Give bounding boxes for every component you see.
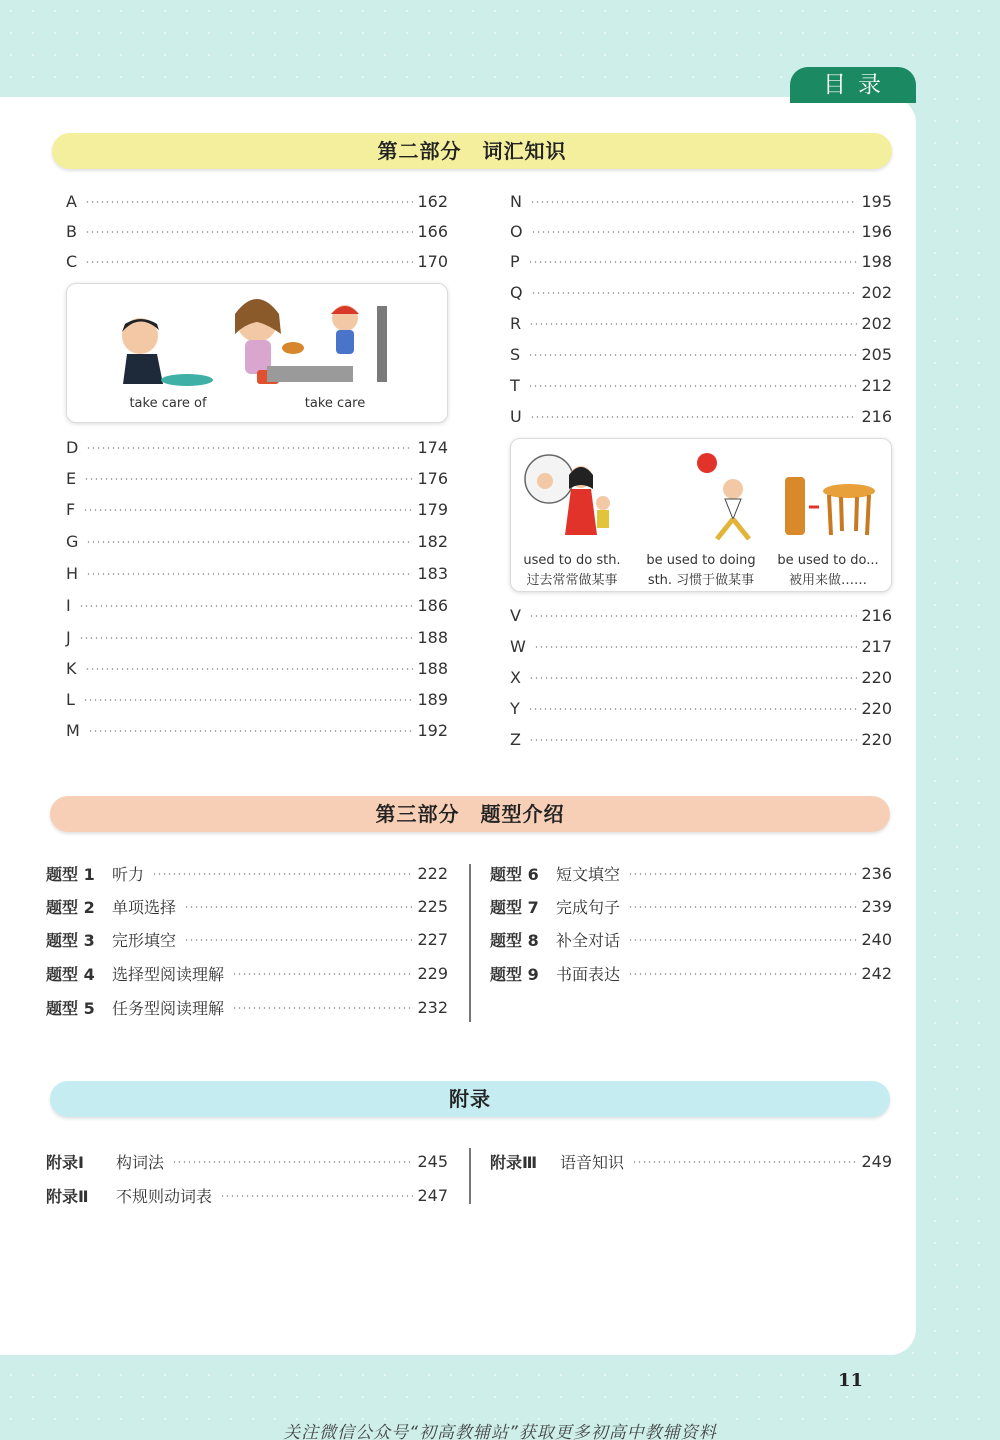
column-divider bbox=[469, 1148, 471, 1204]
appendix-name: 构词法 bbox=[116, 1152, 165, 1172]
part2-banner bbox=[52, 133, 892, 169]
toc-page: 220 bbox=[861, 698, 892, 718]
dot-leader bbox=[528, 354, 857, 356]
dot-leader bbox=[83, 509, 413, 511]
toc-row-a[interactable] bbox=[66, 190, 448, 212]
toc-letter: Z bbox=[510, 729, 521, 749]
stretching-man-body-icon bbox=[725, 499, 741, 519]
stretching-man-legs-icon bbox=[717, 519, 749, 539]
toc-letter: J bbox=[66, 627, 71, 647]
dot-leader bbox=[531, 292, 858, 294]
question-type-row[interactable] bbox=[46, 895, 448, 917]
toc-letter: R bbox=[510, 313, 522, 333]
question-type-row[interactable] bbox=[46, 928, 448, 950]
question-type-tag: 题型 6 bbox=[490, 864, 539, 884]
question-type-name: 完形填空 bbox=[112, 930, 177, 950]
toc-page: 183 bbox=[417, 563, 448, 583]
toc-row-j[interactable] bbox=[66, 626, 448, 648]
toc-letter: N bbox=[510, 191, 522, 211]
toc-page: 196 bbox=[861, 221, 892, 241]
girl-body-icon bbox=[336, 330, 354, 354]
toc-page: 170 bbox=[417, 251, 448, 271]
question-type-row[interactable] bbox=[490, 895, 892, 917]
toc-page: 202 bbox=[861, 282, 892, 302]
question-type-row[interactable] bbox=[46, 996, 448, 1018]
dot-leader bbox=[220, 1195, 413, 1197]
toc-letter: V bbox=[510, 605, 521, 625]
toc-page: 166 bbox=[417, 221, 448, 241]
basin-icon bbox=[161, 374, 213, 386]
question-type-row[interactable] bbox=[490, 928, 892, 950]
baby-icon bbox=[537, 473, 553, 489]
sun-icon bbox=[697, 453, 717, 473]
dot-leader bbox=[86, 447, 413, 449]
dot-leader bbox=[152, 873, 413, 875]
dot-leader bbox=[628, 873, 857, 875]
part2-title: 第二部分 词汇知识 bbox=[377, 139, 567, 163]
appendix-title: 附录 bbox=[449, 1087, 491, 1111]
question-type-row[interactable] bbox=[490, 862, 892, 884]
toc-row-f[interactable] bbox=[66, 498, 448, 520]
dot-leader bbox=[528, 708, 858, 710]
dot-leader bbox=[184, 939, 413, 941]
toc-page: 247 bbox=[417, 1185, 448, 1205]
dot-leader bbox=[530, 416, 858, 418]
dot-leader bbox=[529, 615, 858, 617]
part3-banner bbox=[50, 796, 890, 832]
dot-leader bbox=[232, 1007, 413, 1009]
toc-page: 189 bbox=[417, 689, 448, 709]
appendix-row[interactable] bbox=[46, 1150, 448, 1172]
toc-page: 212 bbox=[861, 375, 892, 395]
question-type-tag: 题型 7 bbox=[490, 897, 539, 917]
toc-row-d[interactable] bbox=[66, 436, 448, 458]
toc-letter: W bbox=[510, 636, 526, 656]
dot-leader bbox=[529, 677, 857, 679]
toc-page: 195 bbox=[861, 191, 892, 211]
toc-page: 192 bbox=[417, 720, 448, 740]
toc-row-n[interactable] bbox=[510, 190, 892, 212]
question-type-tag: 题型 1 bbox=[46, 864, 95, 884]
toc-page: 220 bbox=[861, 729, 892, 749]
dot-leader bbox=[79, 605, 414, 607]
toc-page: 229 bbox=[417, 963, 448, 983]
toc-letter: I bbox=[66, 595, 71, 615]
tree-trunk-icon bbox=[785, 477, 805, 535]
toc-row-v[interactable] bbox=[510, 604, 892, 626]
toc-letter: M bbox=[66, 720, 80, 740]
question-type-tag: 题型 5 bbox=[46, 998, 95, 1018]
toc-letter: H bbox=[66, 563, 79, 583]
toc-row-z[interactable] bbox=[510, 728, 892, 750]
dot-leader bbox=[528, 385, 858, 387]
ledge-icon bbox=[267, 366, 353, 382]
dot-leader bbox=[632, 1161, 857, 1163]
toc-row-h[interactable] bbox=[66, 562, 448, 584]
caption-take-care: take care bbox=[304, 396, 366, 411]
caption-used-to-do-en: used to do sth. bbox=[523, 553, 621, 568]
toc-page: 179 bbox=[417, 499, 448, 519]
toc-letter: E bbox=[66, 468, 77, 488]
caption-be-used-to-do-zh: 被用来做…… bbox=[788, 573, 867, 588]
child-head-icon bbox=[596, 496, 610, 510]
question-type-name: 任务型阅读理解 bbox=[112, 998, 225, 1018]
toc-page: 242 bbox=[861, 963, 892, 983]
question-type-name: 书面表达 bbox=[556, 964, 621, 984]
toc-letter: B bbox=[66, 221, 77, 241]
appendix-name: 不规则动词表 bbox=[116, 1186, 213, 1206]
toc-tab: 目录 bbox=[790, 67, 916, 103]
girl-hair-icon bbox=[331, 306, 359, 314]
toc-page: 176 bbox=[417, 468, 448, 488]
dot-leader bbox=[232, 973, 413, 975]
toc-row-u[interactable] bbox=[510, 405, 892, 427]
toc-letter: A bbox=[66, 191, 77, 211]
toc-letter: D bbox=[66, 437, 79, 457]
dot-leader bbox=[88, 730, 414, 732]
dot-leader bbox=[529, 739, 857, 741]
dot-leader bbox=[528, 261, 858, 263]
toc-row-o[interactable] bbox=[510, 220, 892, 242]
appendix-tag: 附录Ⅲ bbox=[490, 1152, 538, 1172]
toc-page: 216 bbox=[861, 406, 892, 426]
dot-leader bbox=[628, 939, 857, 941]
illustration-take-care bbox=[66, 283, 448, 423]
illustration-used-to bbox=[510, 438, 892, 592]
toc-page: 225 bbox=[417, 896, 448, 916]
toc-letter: Y bbox=[510, 698, 520, 718]
toc-letter: T bbox=[510, 375, 520, 395]
toc-page: 182 bbox=[417, 531, 448, 551]
child-body-icon bbox=[597, 510, 609, 528]
toc-row-l[interactable] bbox=[66, 688, 448, 710]
toc-row-e[interactable] bbox=[66, 467, 448, 489]
question-type-row[interactable] bbox=[46, 962, 448, 984]
question-type-tag: 题型 9 bbox=[490, 964, 539, 984]
toc-letter: G bbox=[66, 531, 79, 551]
toc-letter: S bbox=[510, 344, 521, 364]
take-care-drawing bbox=[67, 284, 449, 424]
man-body-icon bbox=[123, 354, 163, 384]
dot-leader bbox=[79, 637, 414, 639]
toc-page: 188 bbox=[417, 658, 448, 678]
question-type-name: 选择型阅读理解 bbox=[112, 964, 225, 984]
footer-watermark-text: 关注微信公众号“初高教辅站”获取更多初高中教辅资料 bbox=[283, 1423, 717, 1440]
toc-row-k[interactable] bbox=[66, 657, 448, 679]
toc-page: 245 bbox=[417, 1151, 448, 1171]
appendix-row[interactable] bbox=[490, 1150, 892, 1172]
caption-be-used-to-doing-zh: sth. 习惯于做某事 bbox=[647, 573, 755, 588]
question-type-name: 单项选择 bbox=[112, 897, 177, 917]
stretching-man-head-icon bbox=[723, 479, 743, 499]
toc-row-y[interactable] bbox=[510, 697, 892, 719]
dot-leader bbox=[86, 573, 413, 575]
part3-title: 第三部分 题型介绍 bbox=[375, 802, 565, 826]
dot-leader bbox=[85, 231, 413, 233]
toc-page: 236 bbox=[861, 863, 892, 883]
caption-used-to-do-zh: 过去常常做某事 bbox=[526, 573, 618, 588]
toc-page: 239 bbox=[861, 896, 892, 916]
toc-letter: K bbox=[66, 658, 77, 678]
toc-letter: C bbox=[66, 251, 78, 271]
used-to-drawing bbox=[511, 439, 893, 549]
dot-leader bbox=[531, 231, 858, 233]
toc-row-r[interactable] bbox=[510, 312, 892, 334]
toc-page: 186 bbox=[417, 595, 448, 615]
toc-page: 174 bbox=[417, 437, 448, 457]
mother-dress-icon bbox=[565, 489, 597, 535]
question-type-row[interactable] bbox=[46, 862, 448, 884]
question-type-tag: 题型 3 bbox=[46, 930, 95, 950]
toc-page: 162 bbox=[417, 191, 448, 211]
appendix-tag: 附录Ⅱ bbox=[46, 1186, 89, 1206]
toc-row-t[interactable] bbox=[510, 374, 892, 396]
dot-leader bbox=[86, 541, 413, 543]
question-type-tag: 题型 2 bbox=[46, 897, 95, 917]
dot-leader bbox=[85, 668, 414, 670]
dot-leader bbox=[628, 973, 857, 975]
dot-leader bbox=[172, 1161, 413, 1163]
question-type-name: 完成句子 bbox=[556, 897, 621, 917]
toc-letter: X bbox=[510, 667, 521, 687]
appendix-banner bbox=[50, 1081, 890, 1117]
question-type-name: 补全对话 bbox=[556, 930, 621, 950]
toc-letter: F bbox=[66, 499, 76, 519]
toc-row-c[interactable] bbox=[66, 250, 448, 272]
caption-be-used-to-doing-en: be used to doing bbox=[646, 553, 756, 568]
appendix-row[interactable] bbox=[46, 1184, 448, 1206]
toc-row-x[interactable] bbox=[510, 666, 892, 688]
dot-leader bbox=[84, 478, 413, 480]
toc-letter: U bbox=[510, 406, 522, 426]
dot-leader bbox=[529, 323, 857, 325]
page-number: 11 bbox=[838, 1370, 864, 1391]
toc-page: 198 bbox=[861, 251, 892, 271]
dot-leader bbox=[530, 201, 857, 203]
dot-leader bbox=[184, 906, 413, 908]
question-type-name: 听力 bbox=[112, 864, 145, 884]
toc-row-q[interactable] bbox=[510, 281, 892, 303]
toc-row-i[interactable] bbox=[66, 594, 448, 616]
toc-row-s[interactable] bbox=[510, 343, 892, 365]
dot-leader bbox=[85, 201, 414, 203]
toc-row-m[interactable] bbox=[66, 719, 448, 741]
toc-page: 240 bbox=[861, 929, 892, 949]
toc-letter: L bbox=[66, 689, 75, 709]
toc-page: 216 bbox=[861, 605, 892, 625]
appendix-name: 语音知识 bbox=[560, 1152, 625, 1172]
toc-letter: O bbox=[510, 221, 523, 241]
dot-leader bbox=[628, 906, 857, 908]
toc-letter: P bbox=[510, 251, 520, 271]
toc-page: 227 bbox=[417, 929, 448, 949]
question-type-tag: 题型 4 bbox=[46, 964, 95, 984]
wall-icon bbox=[377, 306, 387, 382]
toc-page: 188 bbox=[417, 627, 448, 647]
toc-page: 217 bbox=[861, 636, 892, 656]
toc-page: 222 bbox=[417, 863, 448, 883]
dot-leader bbox=[534, 646, 858, 648]
toc-page: 205 bbox=[861, 344, 892, 364]
toc-row-w[interactable] bbox=[510, 635, 892, 657]
dog-icon bbox=[282, 342, 304, 354]
question-type-name: 短文填空 bbox=[556, 864, 621, 884]
question-type-tag: 题型 8 bbox=[490, 930, 539, 950]
dot-leader bbox=[85, 261, 413, 263]
question-type-row[interactable] bbox=[490, 962, 892, 984]
caption-be-used-to-do-en: be used to do... bbox=[777, 553, 879, 568]
column-divider bbox=[469, 864, 471, 1022]
toc-page: 232 bbox=[417, 997, 448, 1017]
toc-page: 202 bbox=[861, 313, 892, 333]
table-legs-icon bbox=[829, 495, 869, 535]
toc-row-p[interactable] bbox=[510, 250, 892, 272]
caption-take-care-of: take care of bbox=[129, 396, 207, 411]
dot-leader bbox=[83, 699, 414, 701]
toc-row-g[interactable] bbox=[66, 530, 448, 552]
toc-row-b[interactable] bbox=[66, 220, 448, 242]
toc-page: 249 bbox=[861, 1151, 892, 1171]
toc-page: 220 bbox=[861, 667, 892, 687]
appendix-tag: 附录Ⅰ bbox=[46, 1152, 84, 1172]
toc-letter: Q bbox=[510, 282, 523, 302]
